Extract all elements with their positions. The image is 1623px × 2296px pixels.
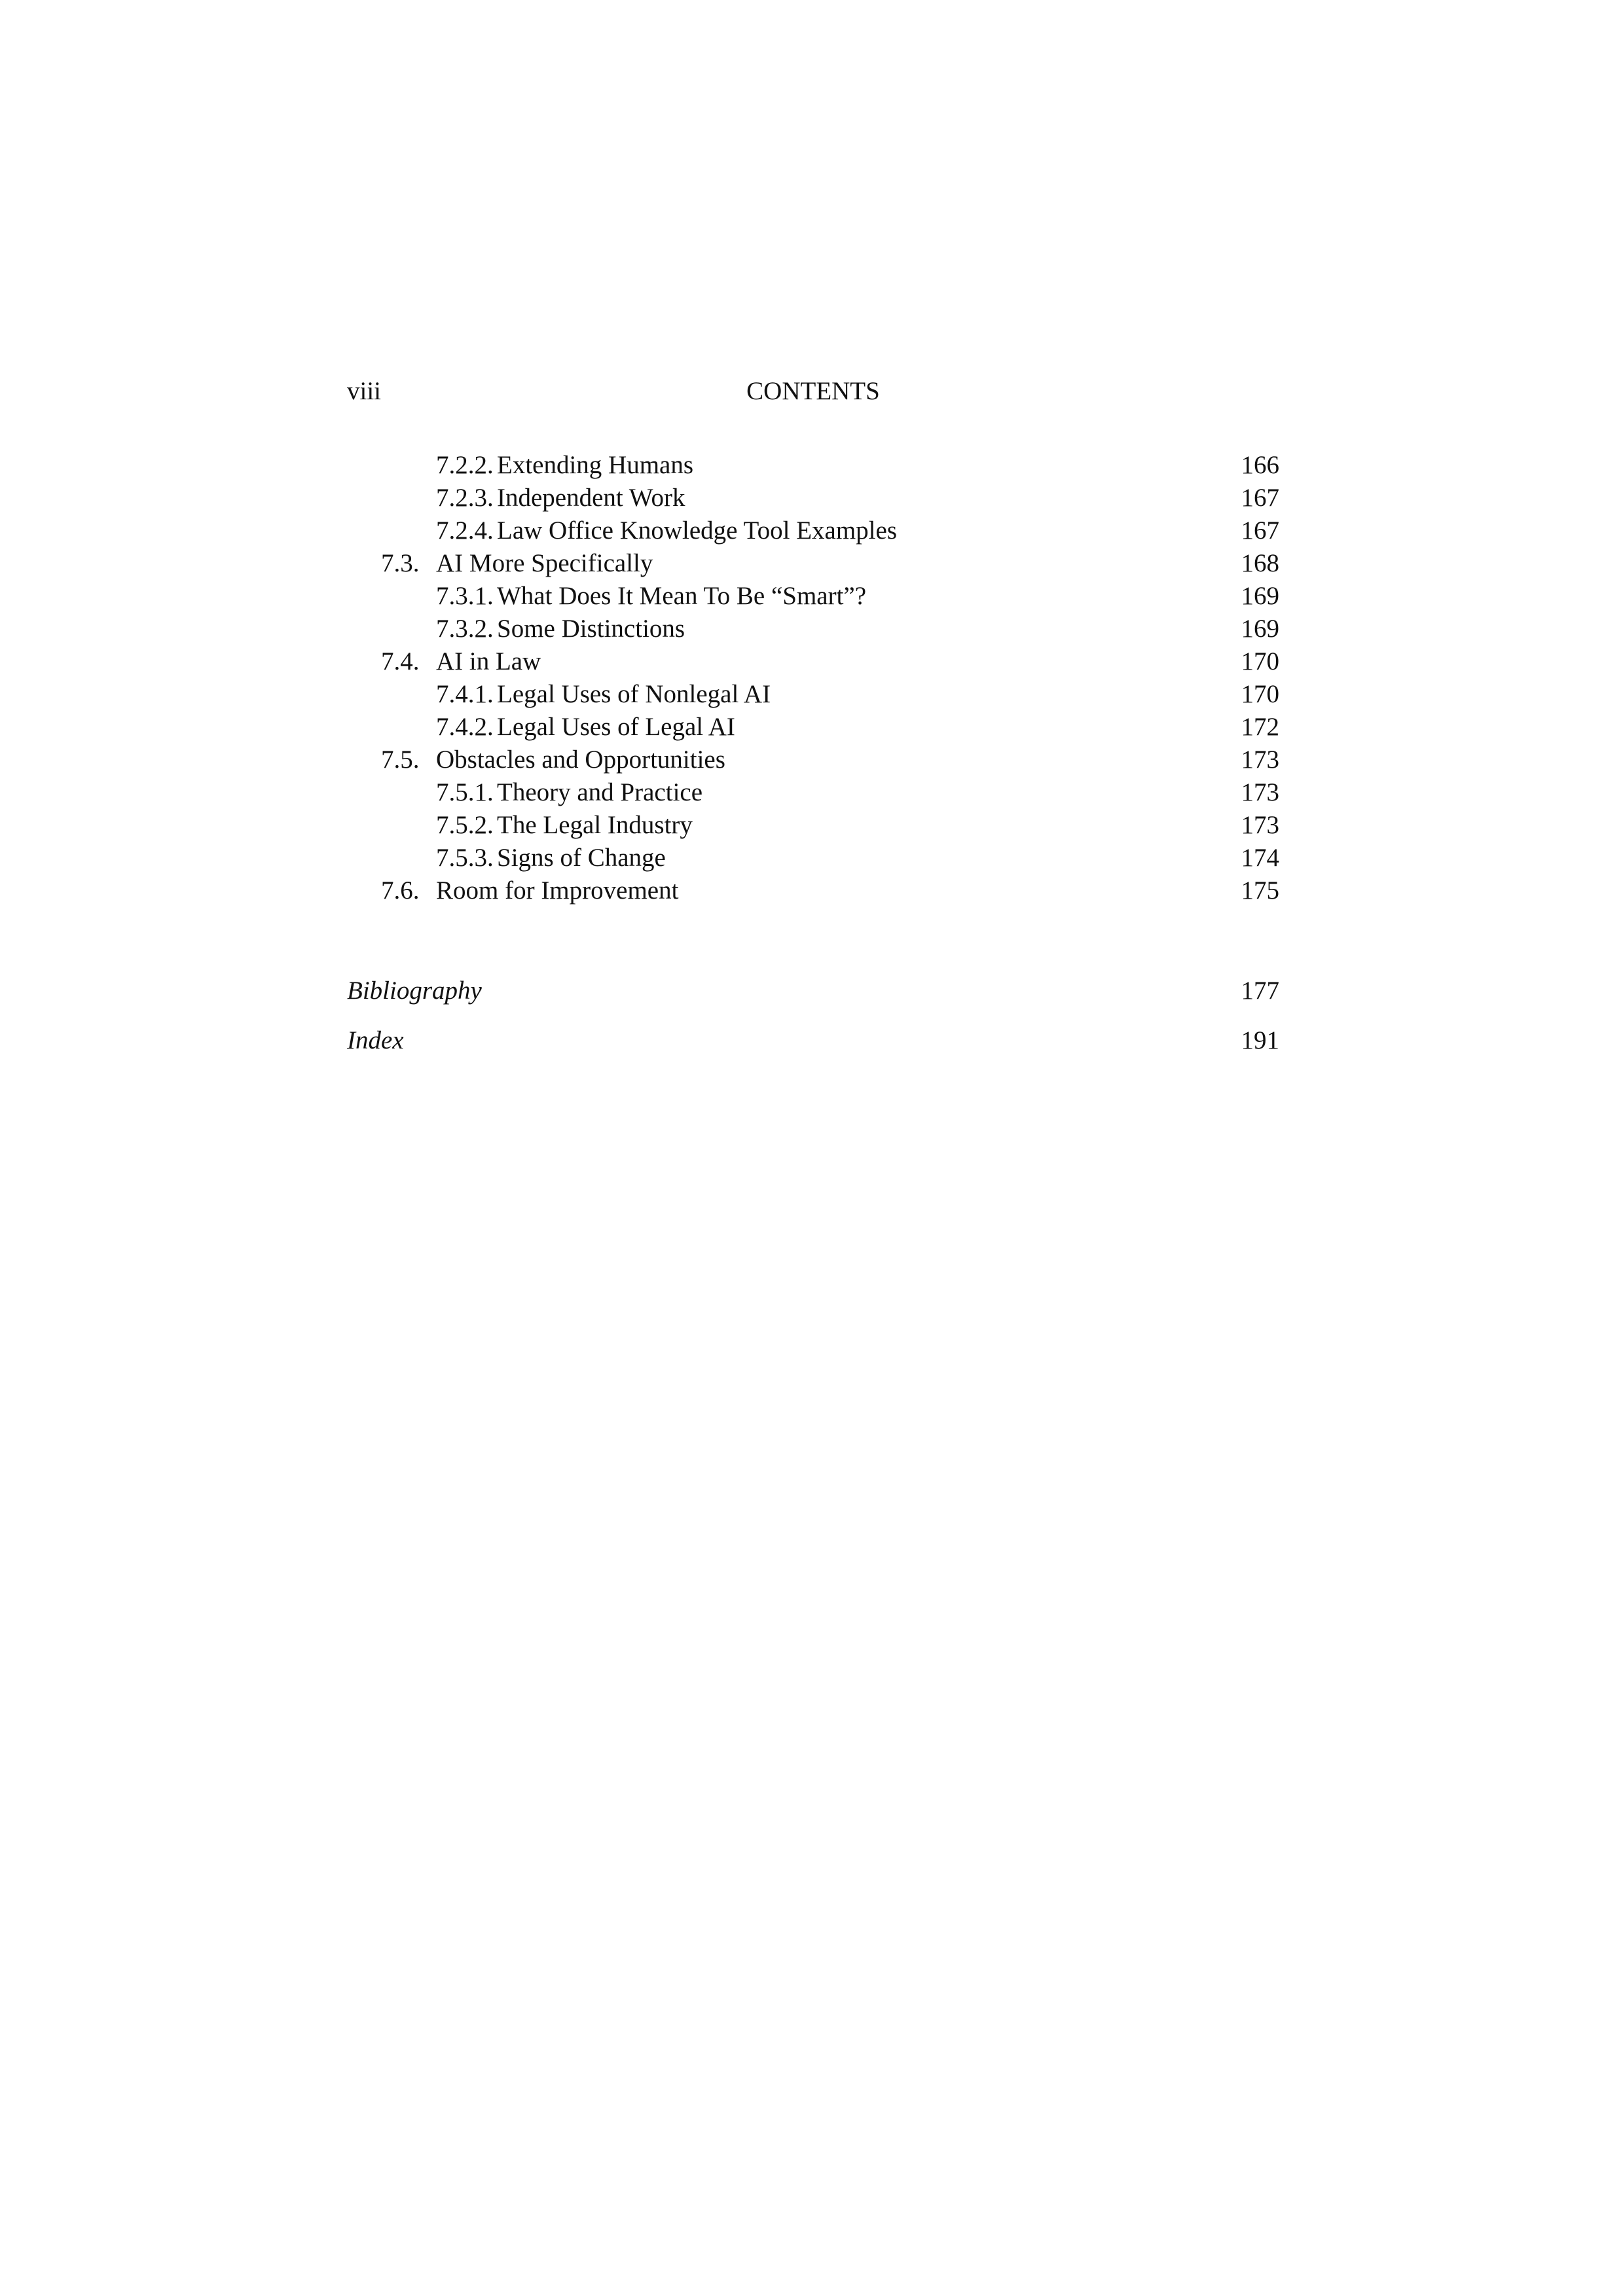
toc-entry-title: Bibliography <box>347 977 482 1005</box>
toc-entry[interactable] <box>347 776 1279 809</box>
toc-bibliography-entry[interactable] <box>347 971 1279 1011</box>
toc-section-entry[interactable] <box>347 547 1279 580</box>
toc-entry-number: 7.3.2. <box>436 615 494 643</box>
toc-entry-title: Signs of Change <box>497 844 666 872</box>
toc-entry[interactable] <box>347 809 1279 842</box>
toc-section-entry[interactable] <box>347 874 1279 907</box>
toc-entry[interactable] <box>347 613 1279 645</box>
toc-entry[interactable] <box>347 482 1279 514</box>
toc-entry-number: 7.5.2. <box>436 811 494 839</box>
toc-entry-page: 167 <box>1241 484 1279 512</box>
toc-entry-number: 7.2.4. <box>436 516 494 545</box>
toc-entry-number: 7.5. <box>381 745 420 774</box>
toc-entry-number: 7.5.1. <box>436 778 494 806</box>
toc-entry-page: 191 <box>1241 1026 1279 1054</box>
toc-entry-page: 169 <box>1241 615 1279 643</box>
toc-entry-title: AI in Law <box>436 647 541 675</box>
toc-entry-title: Some Distinctions <box>497 615 685 643</box>
table-of-contents <box>347 449 1279 907</box>
page-header <box>347 372 1279 411</box>
toc-index-entry[interactable] <box>347 1021 1279 1060</box>
toc-section-entry[interactable] <box>347 744 1279 776</box>
toc-entry-title: Index <box>347 1026 404 1054</box>
toc-entry-page: 168 <box>1241 549 1279 577</box>
toc-entry[interactable] <box>347 580 1279 613</box>
toc-entry[interactable] <box>347 514 1279 547</box>
toc-entry-page: 173 <box>1241 811 1279 839</box>
toc-entry-page: 173 <box>1241 745 1279 774</box>
toc-entry-number: 7.6. <box>381 876 420 905</box>
toc-entry-number: 7.5.3. <box>436 844 494 872</box>
toc-entry-title: Independent Work <box>497 484 685 512</box>
toc-entry-page: 169 <box>1241 582 1279 610</box>
toc-entry[interactable] <box>347 678 1279 711</box>
toc-entry-page: 175 <box>1241 876 1279 905</box>
toc-entry-page: 173 <box>1241 778 1279 806</box>
toc-entry-title: Legal Uses of Legal AI <box>497 713 735 741</box>
toc-entry-title: What Does It Mean To Be “Smart”? <box>497 582 867 610</box>
toc-entry-page: 177 <box>1241 977 1279 1005</box>
page-number: viii <box>347 377 382 405</box>
toc-entry-page: 174 <box>1241 844 1279 872</box>
toc-entry-title: Law Office Knowledge Tool Examples <box>497 516 897 545</box>
toc-entry[interactable] <box>347 842 1279 874</box>
toc-entry-number: 7.4.2. <box>436 713 494 741</box>
toc-entry-title: Extending Humans <box>497 451 694 479</box>
toc-entry-page: 172 <box>1241 713 1279 741</box>
toc-entry-title: The Legal Industry <box>497 811 693 839</box>
toc-entry-number: 7.3. <box>381 549 420 577</box>
toc-entry-title: Room for Improvement <box>436 876 679 905</box>
toc-entry-page: 166 <box>1241 451 1279 479</box>
toc-entry-page: 170 <box>1241 647 1279 675</box>
toc-entry[interactable] <box>347 449 1279 482</box>
running-head: CONTENTS <box>746 377 880 405</box>
toc-entry-number: 7.4. <box>381 647 420 675</box>
toc-entry-number: 7.2.2. <box>436 451 494 479</box>
toc-section-entry[interactable] <box>347 645 1279 678</box>
toc-entry-title: Legal Uses of Nonlegal AI <box>497 680 771 708</box>
toc-entry-page: 170 <box>1241 680 1279 708</box>
toc-entry-number: 7.2.3. <box>436 484 494 512</box>
toc-entry-number: 7.4.1. <box>436 680 494 708</box>
toc-entry-page: 167 <box>1241 516 1279 545</box>
toc-entry-number: 7.3.1. <box>436 582 494 610</box>
toc-entry-title: Theory and Practice <box>497 778 703 806</box>
toc-entry[interactable] <box>347 711 1279 744</box>
toc-entry-title: Obstacles and Opportunities <box>436 745 725 774</box>
toc-entry-title: AI More Specifically <box>436 549 653 577</box>
